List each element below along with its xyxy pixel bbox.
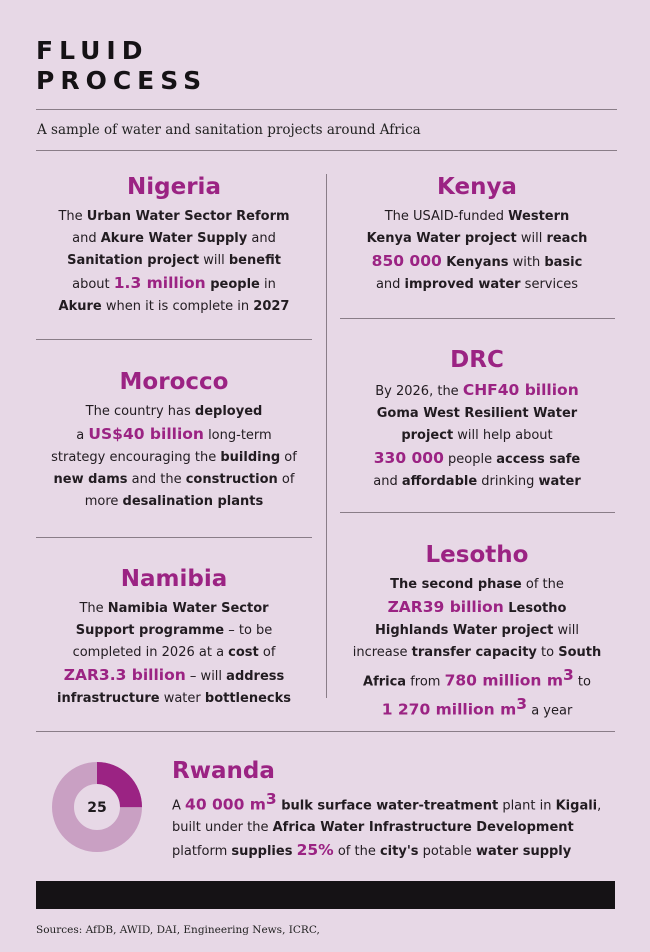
card-title: Morocco xyxy=(119,369,229,395)
divider-right-1 xyxy=(340,318,615,319)
card-title: Kenya xyxy=(437,174,517,200)
card-body: The country has deployed a US$40 billion long-term strategy encouraging the building of new dams and the construction of more desalination plants xyxy=(51,404,297,509)
divider-left-1 xyxy=(36,339,312,340)
card-nigeria xyxy=(36,172,312,318)
card-morocco xyxy=(36,367,312,513)
card-title: Nigeria xyxy=(127,174,221,200)
divider-bottom xyxy=(36,731,615,732)
title-line-1: FLUID xyxy=(36,36,149,65)
card-lesotho xyxy=(340,540,614,723)
divider-left-2 xyxy=(36,537,312,538)
page-title xyxy=(36,36,207,96)
card-body: A 40 000 $m^3$ bulk surface water-treatment plant in Kigali, built under the Africa Water Infrastructure Development platform supplies 25% of the city's potable water supply xyxy=(172,790,602,860)
divider-subtitle xyxy=(36,150,617,151)
title-line-2: PROCESS xyxy=(36,66,208,95)
divider-right-2 xyxy=(340,512,615,513)
card-rwanda xyxy=(172,756,601,863)
card-title: Rwanda xyxy=(172,758,275,784)
sources-note: Sources: AfDB, AWID, DAI, Engineering News, ICRC, xyxy=(36,924,320,936)
card-title: Lesotho xyxy=(425,542,529,568)
card-body: By 2026, the CHF40 billion Goma West Resilient Water project will help about 330 000 people access safe and affordable drinking water xyxy=(373,381,581,489)
card-body: The Urban Water Sector Reform and Akure Water Supply and Sanitation project will benefit about 1.3 million people in Akure when it is complete in 2027 xyxy=(58,209,290,314)
card-namibia xyxy=(36,564,312,710)
card-kenya xyxy=(340,172,614,296)
donut-chart-25-percent xyxy=(52,762,142,852)
card-body: The second phase of the ZAR39 billion Lesotho Highlands Water project will increase transfer capacity to South Africa from 780 million $m^3$ to 1 270 million $m^3$ a year xyxy=(352,577,602,719)
footer-bar xyxy=(36,881,615,909)
card-body: The USAID-funded Western Kenya Water project will reach 850 000 Kenyans with basic and improved water services xyxy=(366,209,588,292)
column-divider xyxy=(326,174,327,698)
subtitle: A sample of water and sanitation projects around Africa xyxy=(37,122,421,138)
donut-label: 25 xyxy=(87,800,107,816)
card-body: The Namibia Water Sector Support programme – to be completed in 2026 at a cost of ZAR3.3 billion – will address infrastructure water bottlenecks xyxy=(57,601,291,706)
card-title: Namibia xyxy=(120,566,228,592)
card-title: DRC xyxy=(450,347,504,373)
card-drc xyxy=(340,345,614,493)
divider-top xyxy=(36,109,617,110)
